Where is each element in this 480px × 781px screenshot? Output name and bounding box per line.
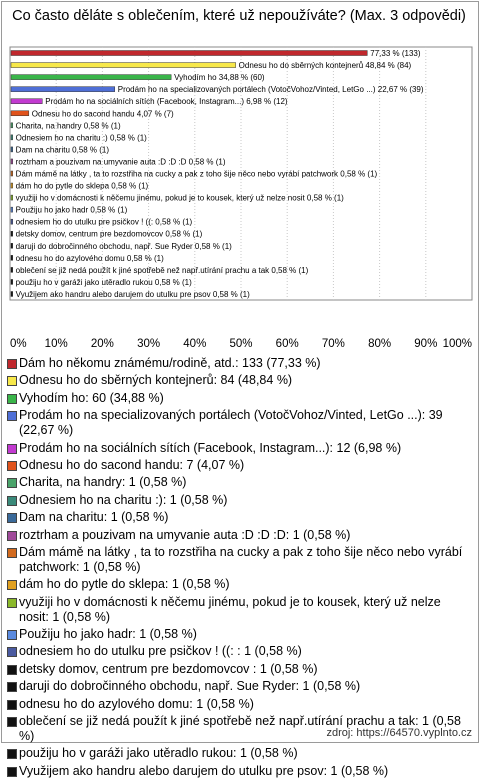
legend-label: Prodám ho na specializovaných portálech (VotočVohoz/Vinted, LetGo ...): 39 (22,67 %) (19, 408, 443, 437)
bar-label: Vyhodím ho 34,88 % (60) (174, 73, 265, 82)
legend-label: využiji ho v domácnosti k něčemu jinému, pokud je to kousek, který už nelze nosit: 1 (0,58 %) (19, 595, 441, 624)
bar (11, 63, 236, 68)
legend-swatch (7, 513, 17, 523)
bar-label: detsky domov, centrum pre bezdomovcov 0,58 % (1) (16, 230, 203, 239)
bar (11, 267, 13, 272)
legend-swatch (7, 580, 17, 590)
bar-label: odnesiem ho do utulku pre psičkov ! ((: 0,58 % (1) (16, 218, 193, 227)
x-tick-label: 0% (10, 338, 27, 350)
source-text: zdroj: https://64570.vyplnto.cz (326, 727, 472, 739)
bar-label: 77,33 % (133) (370, 49, 421, 58)
legend-swatch (7, 548, 17, 558)
bar (11, 255, 13, 260)
legend-swatch (7, 665, 17, 675)
bar-label: Využijem ako handru alebo darujem do utulku pre psov 0,58 % (1) (16, 290, 250, 299)
legend-item (6, 373, 474, 388)
legend-label: Použiju ho jako hadr: 1 (0,58 %) (19, 627, 197, 641)
legend-label: Dam na charitu: 1 (0,58 %) (19, 510, 168, 524)
legend-label: dám ho do pytle do sklepa: 1 (0,58 %) (19, 577, 230, 591)
x-tick-label: 20% (91, 338, 114, 350)
bar-label: využiji ho v domácnosti k něčemu jinému, pokud je to kousek, který už nelze nosit 0,58 % (1) (16, 194, 344, 203)
legend-swatch (7, 461, 17, 471)
legend-item (6, 662, 474, 677)
bar (11, 231, 13, 236)
bar-label: oblečení se již nedá použít k jiné spotřebě než např.utírání prachu a tak 0,58 % (1) (16, 266, 309, 275)
bar (11, 111, 29, 116)
bar (11, 147, 13, 152)
legend-item (6, 644, 474, 659)
bar-label: Prodám ho na specializovaných portálech (VotočVohoz/Vinted, LetGo ...) 22,67 % (39) (118, 85, 424, 94)
x-tick-label: 100% (443, 338, 472, 350)
legend-item (6, 475, 474, 490)
x-tick-label: 10% (45, 338, 68, 350)
legend-label: Dám mámě na látky , ta to rozstřiha na cucky a pak z toho šije něco nebo vyrábí patchwork: 1 (0,58 %) (19, 545, 462, 574)
legend-item (6, 528, 474, 543)
bar (11, 219, 13, 224)
legend-swatch (7, 749, 17, 759)
legend-swatch (7, 411, 17, 421)
bar-label: Dam na charitu 0,58 % (1) (16, 145, 110, 154)
bar (11, 171, 13, 176)
legend-swatch (7, 394, 17, 404)
legend-label: Vyhodím ho: 60 (34,88 %) (19, 391, 164, 405)
legend-label: Odnesu ho do sběrných kontejnerů: 84 (48,84 %) (19, 373, 292, 387)
legend-swatch (7, 359, 17, 369)
x-tick-label: 90% (414, 338, 437, 350)
bar (11, 207, 13, 212)
legend-item (6, 493, 474, 508)
legend-label: odnesiem ho do utulku pre psičkov ! ((: : 1 (0,58 %) (19, 644, 302, 658)
legend-swatch (7, 682, 17, 692)
bar (11, 279, 13, 284)
bar-label: Použiju ho jako hadr 0,58 % (1) (16, 206, 128, 215)
x-tick-label: 50% (229, 338, 252, 350)
legend-label: daruji do dobročinného obchodu, např. Sue Ryder: 1 (0,58 %) (19, 679, 360, 693)
legend-swatch (7, 647, 17, 657)
legend-label: oblečení se již nedá použít k jiné spotřebě než např.utírání prachu a tak: 1 (0,58 %) (19, 714, 461, 743)
bar-label: roztrham a pouzivam na umyvanie auta :D :D :D 0,58 % (1) (16, 157, 226, 166)
legend-label: použiju ho v garáži jako utěradlo rukou: 1 (0,58 %) (19, 746, 298, 760)
bar-label: Odnesiem ho na charitu :) 0,58 % (1) (16, 133, 148, 142)
bar (11, 75, 171, 80)
bar (11, 51, 367, 56)
legend-item (6, 545, 474, 575)
legend-label: detsky domov, centrum pre bezdomovcov : 1 (0,58 %) (19, 662, 318, 676)
legend-item (6, 408, 474, 438)
legend-label: odnesu ho do azylového domu: 1 (0,58 %) (19, 697, 254, 711)
legend-item (6, 577, 474, 592)
legend-swatch (7, 598, 17, 608)
bar-label: odnesu ho do azylového domu 0,58 % (1) (16, 254, 164, 263)
legend-item (6, 356, 474, 371)
legend-swatch (7, 630, 17, 640)
x-tick-label: 60% (276, 338, 299, 350)
bar (11, 195, 13, 200)
bar-label: použiju ho v garáži jako utěradlo rukou 0,58 % (1) (16, 278, 192, 287)
legend-swatch (7, 496, 17, 506)
bar-label: Prodám ho na sociálních sítích (Facebook, Instagram...) 6,98 % (12) (45, 97, 288, 106)
bar-label: daruji do dobročinného obchodu, např. Sue Ryder 0,58 % (1) (16, 242, 232, 251)
x-tick-label: 30% (137, 338, 160, 350)
bar (11, 183, 13, 188)
bar (11, 135, 13, 140)
bar-label: Odnesu ho do sběrných kontejnerů 48,84 % (84) (239, 61, 412, 70)
legend-item (6, 441, 474, 456)
legend-item (6, 510, 474, 525)
legend-label: Charita, na handry: 1 (0,58 %) (19, 475, 186, 489)
x-tick-label: 40% (183, 338, 206, 350)
legend-item (6, 679, 474, 694)
bar-label: Charita, na handry 0,58 % (1) (16, 121, 121, 130)
legend-label: Využijem ako handru alebo darujem do utulku pre psov: 1 (0,58 %) (19, 764, 388, 778)
legend-swatch (7, 700, 17, 710)
legend-label: Odnesu ho do sacond handu: 7 (4,07 %) (19, 458, 244, 472)
legend-swatch (7, 478, 17, 488)
legend-item (6, 764, 474, 779)
legend-swatch (7, 376, 17, 386)
legend-item (6, 458, 474, 473)
chart-title: Co často děláte s oblečením, které už nepoužíváte? (Max. 3 odpovědi) (8, 7, 470, 25)
bar-label: dám ho do pytle do sklepa 0,58 % (1) (16, 182, 149, 191)
x-tick-label: 70% (322, 338, 345, 350)
legend-label: Prodám ho na sociálních sítích (Facebook, Instagram...): 12 (6,98 %) (19, 441, 401, 455)
bar-label: Odnesu ho do sacond handu 4,07 % (7) (32, 109, 174, 118)
bar-chart (0, 0, 480, 356)
legend-swatch (7, 717, 17, 727)
bar (11, 291, 13, 296)
bar (11, 159, 13, 164)
legend-swatch (7, 531, 17, 541)
bar (11, 243, 13, 248)
chart-legend (6, 356, 474, 781)
bar-label: Dám mámě na látky , ta to rozstřiha na cucky a pak z toho šije něco nebo vyrábí patchwork 0,58 % (1) (16, 170, 378, 179)
legend-label: roztrham a pouzivam na umyvanie auta :D :D :D: 1 (0,58 %) (19, 528, 350, 542)
legend-swatch (7, 444, 17, 454)
bar (11, 99, 42, 104)
legend-item (6, 595, 474, 625)
legend-label: Odnesiem ho na charitu :): 1 (0,58 %) (19, 493, 227, 507)
legend-swatch (7, 767, 17, 777)
legend-item (6, 391, 474, 406)
legend-item (6, 627, 474, 642)
bar (11, 123, 13, 128)
x-tick-label: 80% (368, 338, 391, 350)
bar (11, 87, 115, 92)
legend-item (6, 746, 474, 761)
legend-label: Dám ho někomu známému/rodině, atd.: 133 (77,33 %) (19, 356, 321, 370)
legend-item (6, 697, 474, 712)
